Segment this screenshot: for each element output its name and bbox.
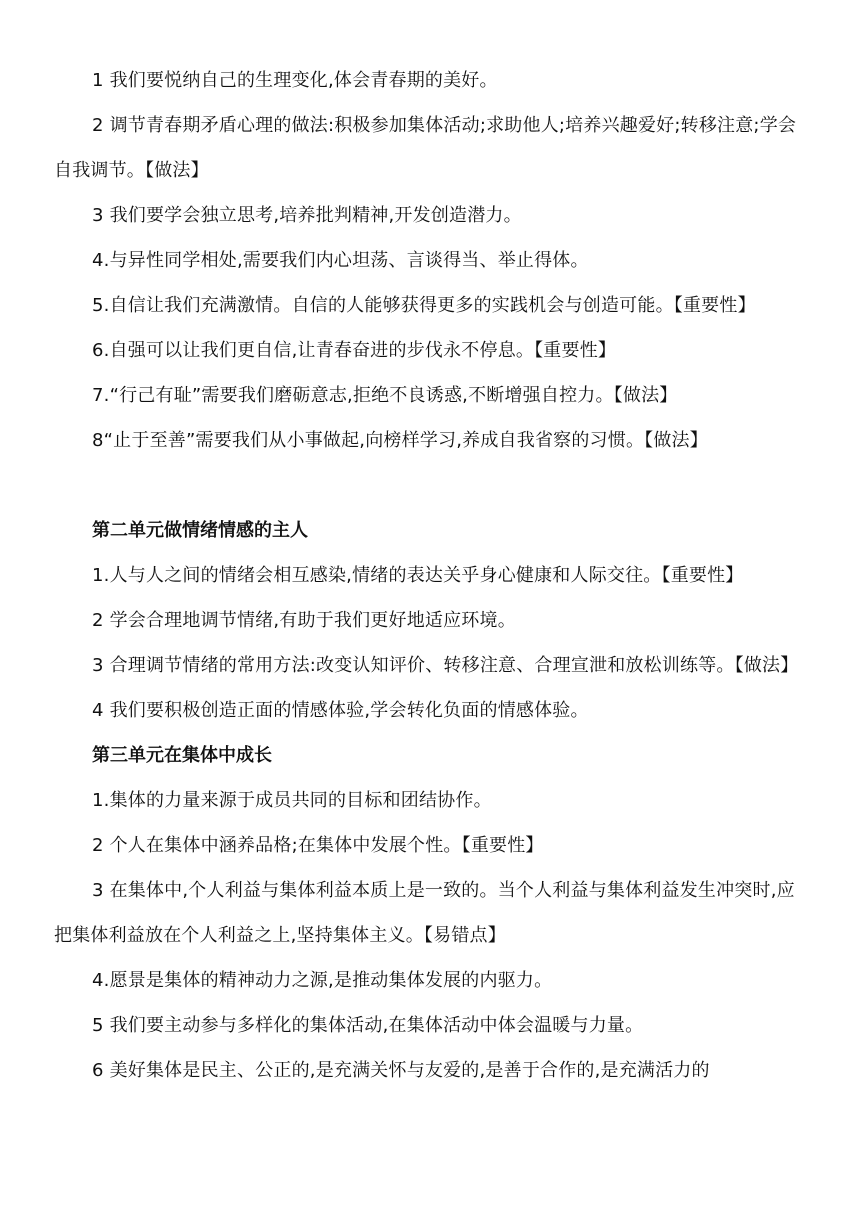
unit1-item-6: 6.自强可以让我们更自信,让青春奋进的步伐永不停息。【重要性】 — [92, 340, 617, 361]
unit1-item-1: 1 我们要悦纳自己的生理变化,体会青春期的美好。 — [92, 70, 498, 91]
unit3-item-5: 5 我们要主动参与多样化的集体活动,在集体活动中体会温暖与力量。 — [92, 1015, 644, 1036]
unit3-title: 第三单元在集体中成长 — [92, 745, 272, 766]
unit2-title: 第二单元做情绪情感的主人 — [92, 520, 308, 541]
unit2-item-4: 4 我们要积极创造正面的情感体验,学会转化负面的情感体验。 — [92, 700, 589, 721]
unit2-item-1: 1.人与人之间的情绪会相互感染,情绪的表达关乎身心健康和人际交往。【重要性】 — [92, 565, 744, 586]
unit1-item-3: 3 我们要学会独立思考,培养批判精神,开发创造潜力。 — [92, 205, 522, 226]
unit2-item-2: 2 学会合理地调节情绪,有助于我们更好地适应环境。 — [92, 610, 516, 631]
unit3-item-6: 6 美好集体是民主、公正的,是充满关怀与友爱的,是善于合作的,是充满活力的 — [92, 1060, 710, 1081]
unit3-item-1: 1.集体的力量来源于成员共同的目标和团结协作。 — [92, 790, 492, 811]
unit1-item-4: 4.与异性同学相处,需要我们内心坦荡、言谈得当、举止得体。 — [92, 250, 589, 271]
unit1-item-7: 7.“行己有耻”需要我们磨砺意志,拒绝不良诱惑,不断增强自控力。【做法】 — [92, 385, 678, 406]
document-page — [54, 58, 810, 1093]
unit3-item-2: 2 个人在集体中涵养品格;在集体中发展个性。【重要性】 — [92, 835, 544, 856]
unit1-item-5: 5.自信让我们充满激情。自信的人能够获得更多的实践机会与创造可能。【重要性】 — [92, 295, 756, 316]
unit3-item-4: 4.愿景是集体的精神动力之源,是推动集体发展的内驱力。 — [92, 970, 553, 991]
section-gap — [54, 463, 810, 508]
unit3-item-3: 3 在集体中,个人利益与集体利益本质上是一致的。当个人利益与集体利益发生冲突时,应把集体利益放在个人利益之上,坚持集体主义。【易错点】 — [54, 880, 795, 946]
unit1-item-8: 8“止于至善”需要我们从小事做起,向榜样学习,养成自我省察的习惯。【做法】 — [92, 430, 708, 451]
unit2-item-3: 3 合理调节情绪的常用方法:改变认知评价、转移注意、合理宣泄和放松训练等。【做法】 — [92, 655, 799, 676]
unit1-item-2: 2 调节青春期矛盾心理的做法:积极参加集体活动;求助他人;培养兴趣爱好;转移注意;学会自我调节。【做法】 — [54, 115, 797, 181]
